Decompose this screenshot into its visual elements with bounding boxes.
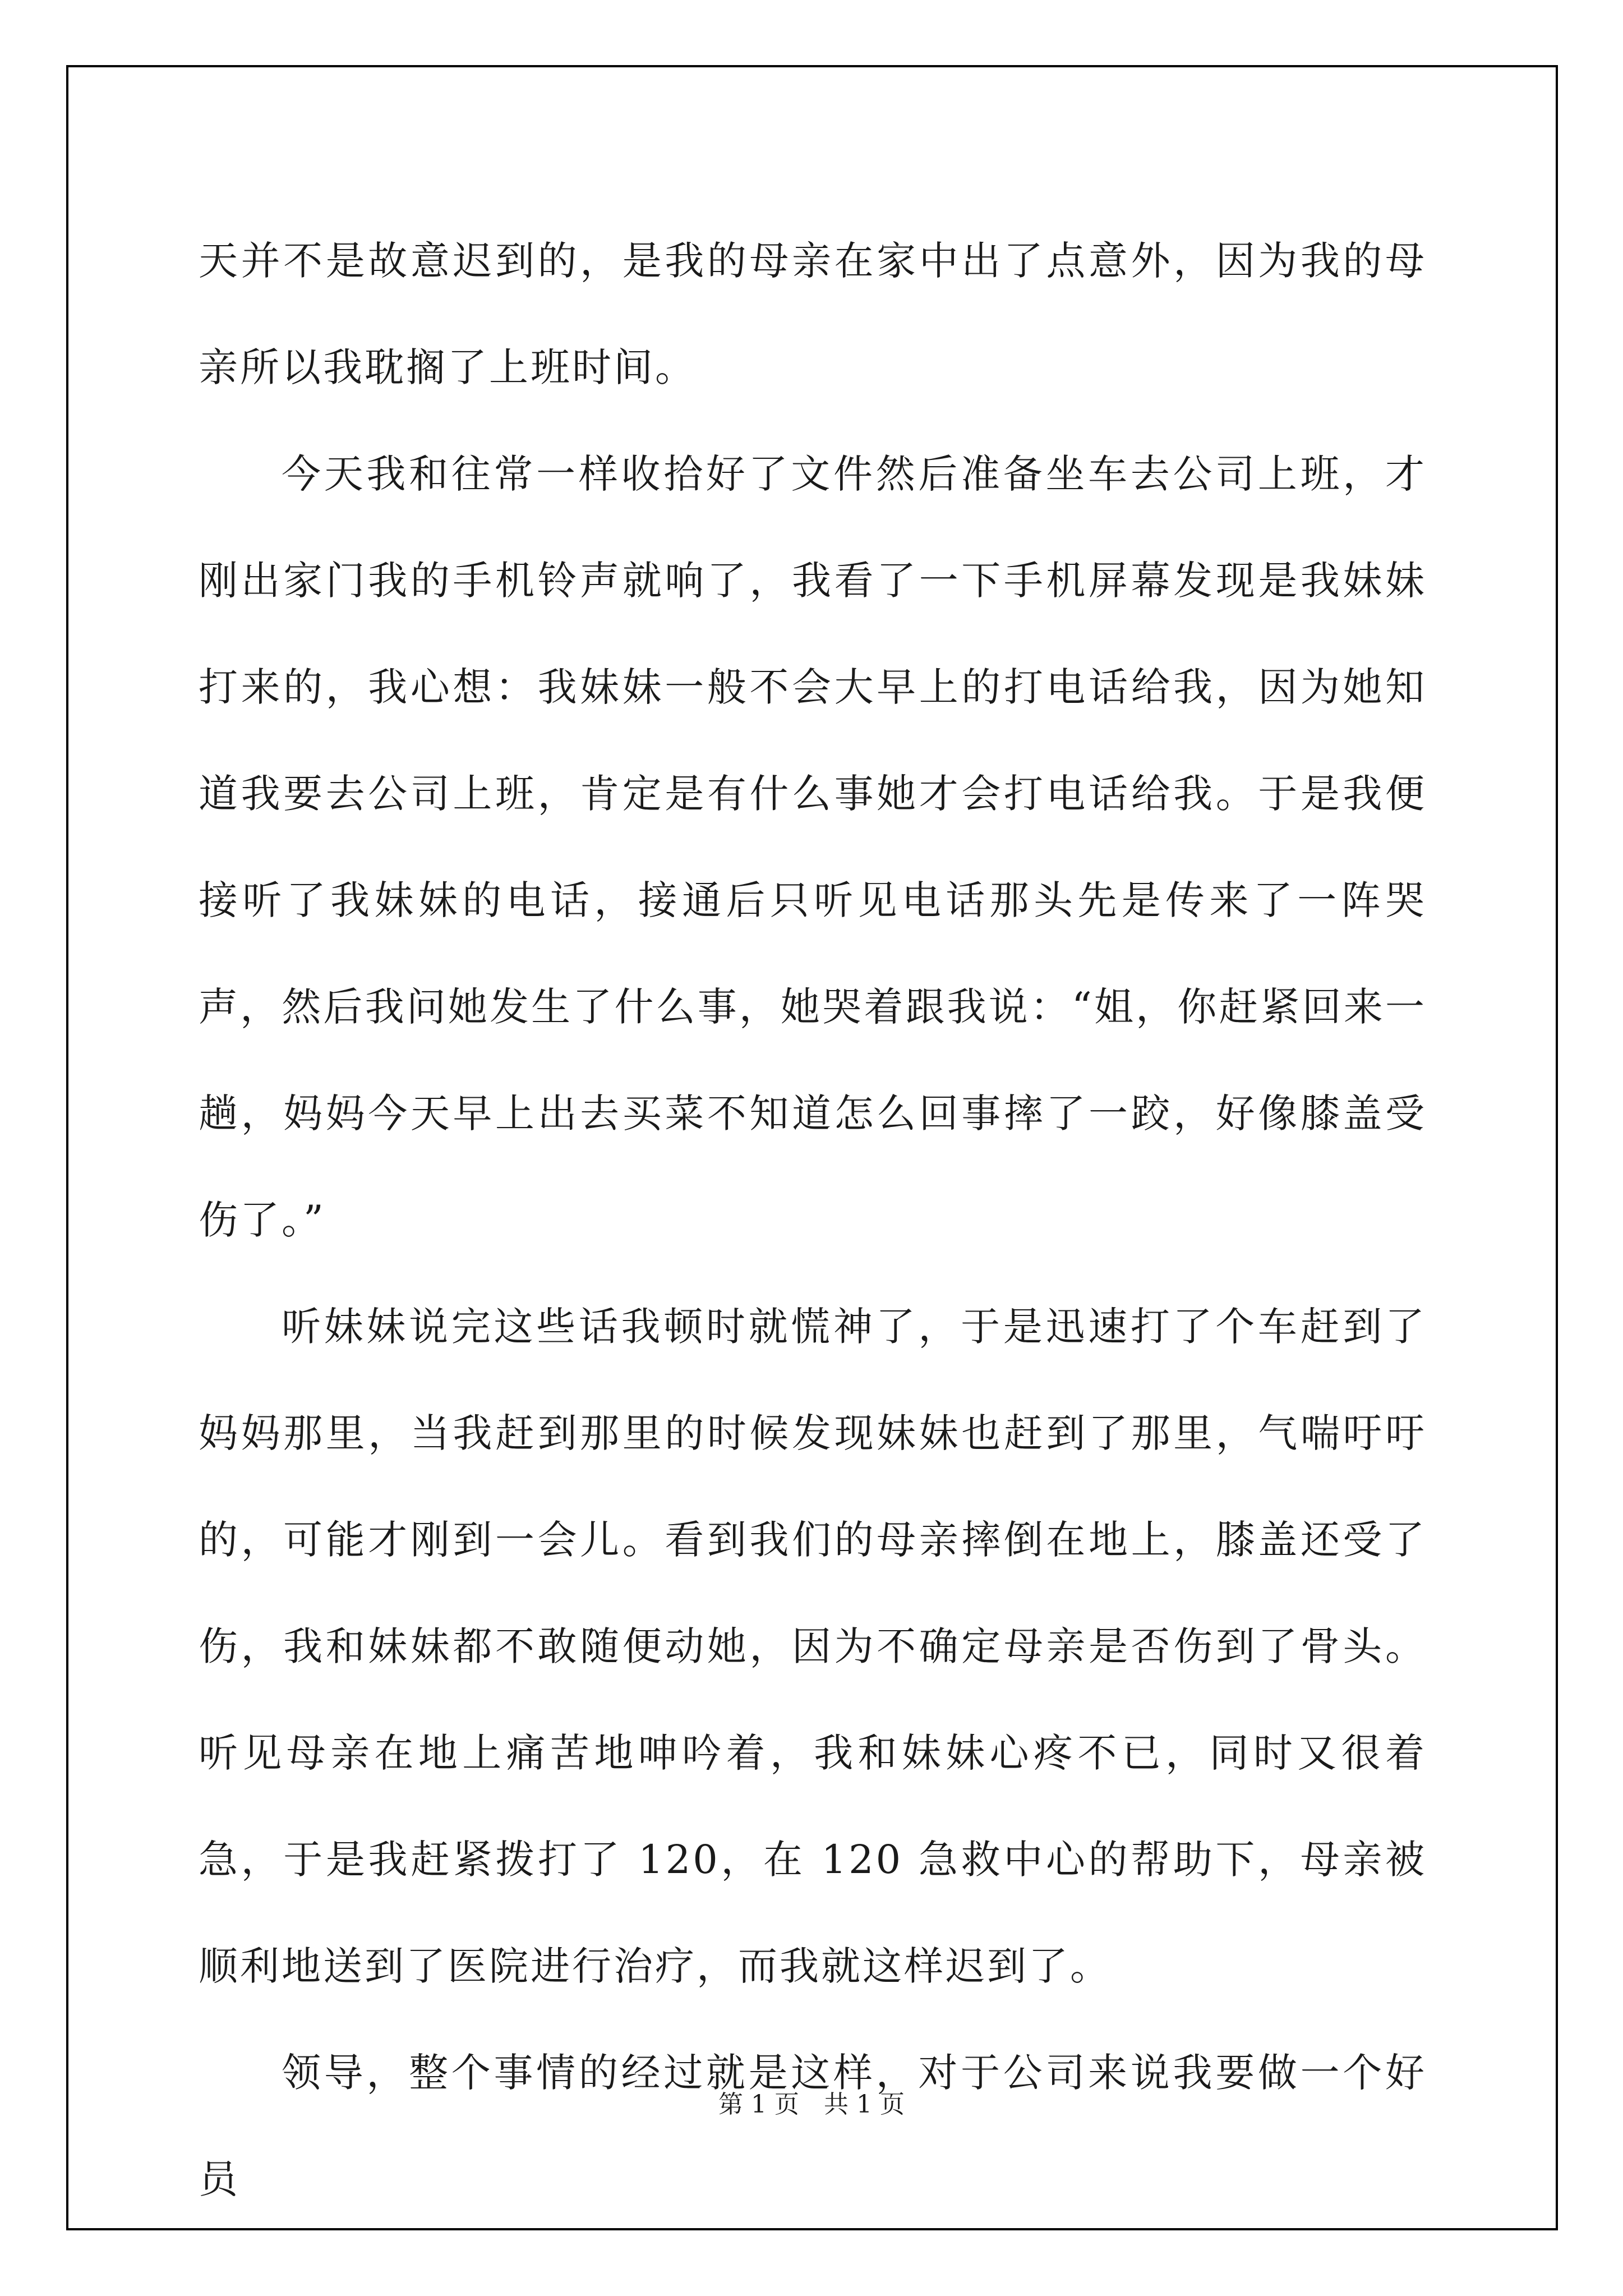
paragraph-4: 领导，整个事情的经过就是这样，对于公司来说我要做一个好员 [199,2050,1427,2202]
paragraph-3: 听妹妹说完这些话我顿时就慌神了，于是迅速打了个车赶到了妈妈那里，当我赶到那里的时候发现妹妹也赶到了那里，气喘吁吁的，可能才刚到一会儿。看到我们的母亲摔倒在地上，膝盖还受了伤，我和妹妹都不敢随便动她，因为不确定母亲是否伤到了骨头。听见母亲在地上痛苦地呻吟着，我和妹妹心疼不已，同时又很着急，于是我赶紧拨打了 120，在 120 急救中心的帮助下，母亲被顺利地送到了医院进行治疗，而我就这样迟到了。 [199,1304,1427,1989]
page-number-footer: 第 1 页 共 1 页 [718,2090,905,2119]
document-body [199,208,1427,2233]
paragraph-2: 今天我和往常一样收拾好了文件然后准备坐车去公司上班，才刚出家门我的手机铃声就响了，我看了一下手机屏幕发现是我妹妹打来的，我心想：我妹妹一般不会大早上的打电话给我，因为她知道我要去公司上班，肯定是有什么事她才会打电话给我。于是我便接听了我妹妹的电话，接通后只听见电话那头先是传来了一阵哭声，然后我问她发生了什么事，她哭着跟我说：“姐，你赶紧回来一趟，妈妈今天早上出去买菜不知道怎么回事摔了一跤，好像膝盖受伤了。” [199,451,1427,1243]
paragraph-1: 天并不是故意迟到的，是我的母亲在家中出了点意外，因为我的母亲所以我耽搁了上班时间。 [199,238,1427,390]
